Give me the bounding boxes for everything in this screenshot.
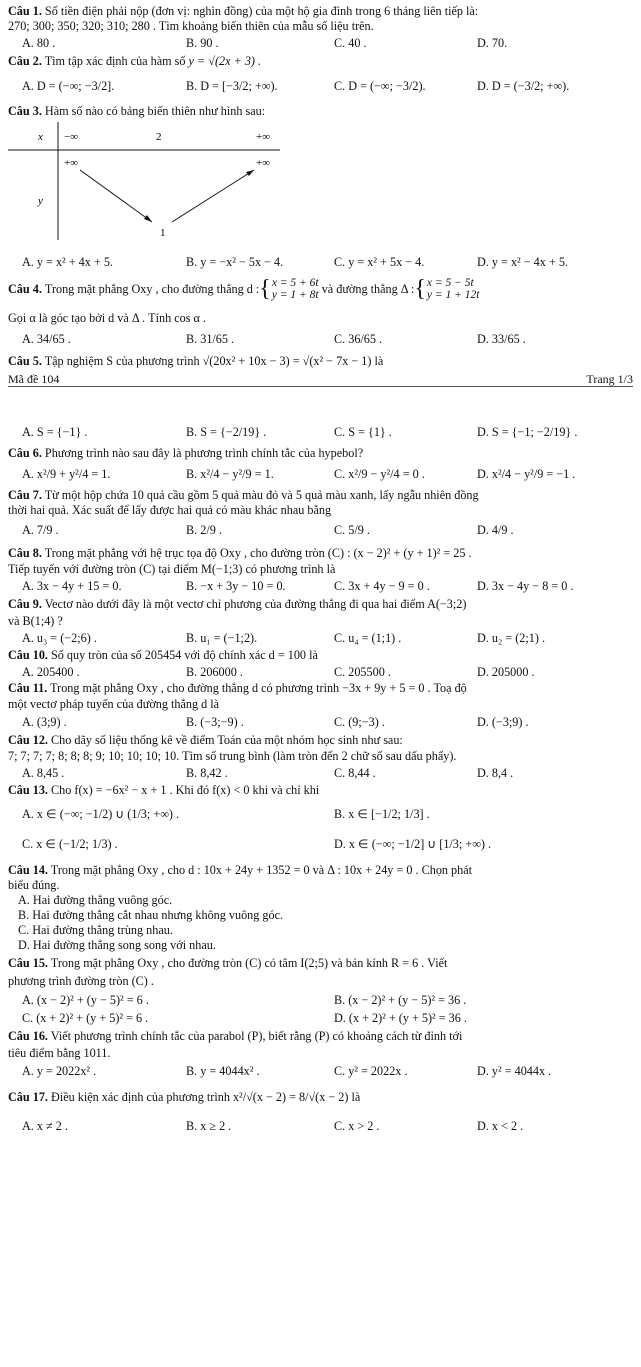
q6-option-c[interactable]: C. x²/9 − y²/4 = 0 .: [334, 467, 425, 481]
question-13: [8, 783, 633, 798]
table-y-min: 1: [160, 227, 166, 239]
question-2-function: y = √(2x + 3) .: [188, 54, 262, 68]
question-13-options-row-1: [8, 806, 633, 824]
table-y-right: +∞: [256, 157, 271, 169]
question-17-label: Câu 17.: [8, 1090, 48, 1104]
q11-option-a[interactable]: A. (3;9) .: [22, 715, 67, 729]
question-14-label: Câu 14.: [8, 863, 48, 877]
q8-option-b[interactable]: B. −x + 3y − 10 = 0.: [186, 579, 286, 593]
question-9-text-2: và B(1;4) ?: [8, 614, 63, 628]
question-11-options: [8, 714, 633, 732]
question-17-options: [8, 1118, 633, 1136]
question-10: [8, 648, 633, 663]
q7-option-a[interactable]: A. 7/9 .: [22, 523, 59, 537]
q16-option-a[interactable]: A. y = 2022x² .: [22, 1064, 97, 1078]
question-11: [8, 681, 633, 696]
q17-option-c[interactable]: C. x > 2 .: [334, 1119, 380, 1133]
q8-option-d[interactable]: D. 3x − 4y − 8 = 0 .: [477, 579, 574, 593]
question-14-text: Trong mặt phẳng Oxy , cho d : 10x + 24y + 1352 = 0 và Δ : 10x + 24y = 0 . Chọn phát: [50, 863, 473, 877]
q5-option-a[interactable]: A. S = {−1} .: [22, 425, 88, 439]
q5-option-d[interactable]: D. S = {−1; −2/19} .: [477, 425, 578, 439]
question-11-label: Câu 11.: [8, 681, 48, 695]
q14-option-c[interactable]: C. Hai đường thẳng trùng nhau.: [18, 923, 173, 937]
question-1-options: [8, 35, 633, 53]
q12-option-c[interactable]: C. 8,44 .: [334, 766, 376, 780]
question-10-options: [8, 664, 633, 682]
question-1-label: Câu 1.: [8, 4, 42, 18]
q4-option-b[interactable]: B. 31/65 .: [186, 332, 235, 346]
q12-option-a[interactable]: A. 8,45 .: [22, 766, 65, 780]
q2-option-a[interactable]: A. D = (−∞; −3/2].: [22, 79, 115, 93]
q3-option-c[interactable]: C. y = x² + 5x − 4.: [334, 255, 425, 269]
question-8-text-2: Tiếp tuyến với đường tròn (C) tại điểm M(−1;3) có phương trình là: [8, 562, 336, 576]
question-8-text: Trong mặt phẳng với hệ trục tọa độ Oxy , cho đường tròn (C) : (x − 2)² + (y + 1)² = 25 .: [44, 546, 472, 560]
exam-code: Mã đề 104: [8, 372, 60, 386]
q10-option-c[interactable]: C. 205500 .: [334, 665, 391, 679]
q2-option-b[interactable]: B. D = [−3/2; +∞).: [186, 79, 278, 93]
question-1-text-2: 270; 300; 350; 320; 310; 280 . Tìm khoảng biến thiên của mẫu số liệu trên.: [8, 19, 374, 33]
question-16-options: [8, 1063, 633, 1081]
q13-option-a[interactable]: A. x ∈ (−∞; −1/2) ∪ (1/3; +∞) .: [22, 807, 180, 821]
question-9-options: [8, 630, 633, 648]
q3-option-b[interactable]: B. y = −x² − 5x − 4.: [186, 255, 284, 269]
q4-option-c[interactable]: C. 36/65 .: [334, 332, 383, 346]
question-16-label: Câu 16.: [8, 1029, 48, 1043]
q10-option-b[interactable]: B. 206000 .: [186, 665, 243, 679]
line-d-system: { x = 5 + 6t y = 1 + 8t: [259, 276, 319, 302]
table-y-left: +∞: [64, 157, 79, 169]
q10-option-d[interactable]: D. 205000 .: [477, 665, 535, 679]
question-12: [8, 733, 633, 748]
q9-option-b[interactable]: B. u₁ = (−1;2).: [186, 631, 258, 645]
q1-option-a[interactable]: A. 80 .: [22, 36, 56, 50]
table-x-2: 2: [156, 131, 162, 143]
question-13-label: Câu 13.: [8, 783, 48, 797]
question-6-options: [8, 466, 633, 484]
q9-option-c[interactable]: C. u₄ = (1;1) .: [334, 631, 402, 645]
q3-option-a[interactable]: A. y = x² + 4x + 5.: [22, 255, 113, 269]
question-9: [8, 597, 633, 612]
question-12-label: Câu 12.: [8, 733, 48, 747]
line-d-y: y = 1 + 8t: [271, 289, 319, 301]
question-5-options: [8, 424, 633, 442]
question-4: [8, 272, 633, 306]
q1-option-b[interactable]: B. 90 .: [186, 36, 219, 50]
question-5: [8, 354, 633, 369]
question-2: [8, 54, 633, 69]
question-5-label: Câu 5.: [8, 354, 42, 368]
question-1-text: Số tiền điện phải nộp (đơn vị: nghìn đồng) của một hộ gia đình trong 6 tháng liên tiếp là:: [44, 4, 479, 18]
question-16: [8, 1029, 633, 1044]
question-10-text: Số quy tròn của số 205454 với độ chính xác d = 100 là: [51, 648, 318, 662]
question-11-text-2: một vectơ pháp tuyến của đường thẳng d là: [8, 697, 220, 711]
question-7-label: Câu 7.: [8, 488, 42, 502]
q15-option-c[interactable]: C. (x + 2)² + (y + 5)² = 6 .: [22, 1011, 149, 1025]
q1-option-d[interactable]: D. 70.: [477, 36, 508, 50]
q15-option-d[interactable]: D. (x + 2)² + (y + 5)² = 36 .: [334, 1011, 467, 1025]
q4-option-d[interactable]: D. 33/65 .: [477, 332, 526, 346]
q16-option-b[interactable]: B. y = 4044x² .: [186, 1064, 260, 1078]
question-11-text: Trong mặt phẳng Oxy , cho đường thẳng d có phương trình −3x + 9y + 5 = 0 . Toạ độ: [50, 681, 467, 695]
q5-option-b[interactable]: B. S = {−2/19} .: [186, 425, 267, 439]
variation-table: [8, 122, 280, 240]
line-delta-y: y = 1 + 12t: [426, 289, 480, 301]
q6-option-d[interactable]: D. x²/4 − y²/9 = −1 .: [477, 467, 576, 481]
question-2-text: Tìm tập xác định của hàm số: [44, 54, 186, 68]
q12-option-b[interactable]: B. 8,42 .: [186, 766, 228, 780]
line-d-x: x = 5 + 6t: [271, 277, 319, 289]
table-x-label: x: [38, 131, 43, 143]
question-15-label: Câu 15.: [8, 956, 48, 970]
q14-option-b[interactable]: B. Hai đường thẳng cắt nhau nhưng không vuông góc.: [18, 908, 284, 922]
q16-option-c[interactable]: C. y² = 2022x .: [334, 1064, 408, 1078]
q14-option-d[interactable]: D. Hai đường thẳng song song với nhau.: [18, 938, 216, 952]
question-14-text-2: biểu đúng.: [8, 878, 60, 892]
q17-option-b[interactable]: B. x ≥ 2 .: [186, 1119, 232, 1133]
q7-option-b[interactable]: B. 2/9 .: [186, 523, 222, 537]
question-8: [8, 546, 633, 561]
question-15-text-2: phương trình đường tròn (C) .: [8, 974, 154, 988]
q7-option-c[interactable]: C. 5/9 .: [334, 523, 370, 537]
question-8-options: [8, 578, 633, 596]
q9-option-a[interactable]: A. u₃ = (−2;6) .: [22, 631, 97, 645]
question-12-text-2: 7; 7; 7; 7; 8; 8; 8; 9; 10; 10; 10; 10. Tìm số trung bình (làm tròn đến 2 chữ số sau dấu phẩy).: [8, 749, 457, 763]
q3-option-d[interactable]: D. y = x² − 4x + 5.: [477, 255, 568, 269]
q12-option-d[interactable]: D. 8,4 .: [477, 766, 514, 780]
q13-option-d[interactable]: D. x ∈ (−∞; −1/2] ∪ [1/3; +∞) .: [334, 837, 492, 851]
line-delta-x: x = 5 − 5t: [426, 277, 474, 289]
question-2-label: Câu 2.: [8, 54, 42, 68]
decreasing-arrow: [80, 170, 152, 222]
q9-option-d[interactable]: D. u₂ = (2;1) .: [477, 631, 545, 645]
q6-option-b[interactable]: B. x²/4 − y²/9 = 1.: [186, 467, 274, 481]
question-15-text: Trong mặt phẳng Oxy , cho đường tròn (C) có tâm I(2;5) và bán kính R = 6 . Viết: [50, 956, 448, 970]
question-4-label: Câu 4.: [8, 281, 42, 296]
question-6-text: Phương trình nào sau đây là phương trình chính tắc của hypebol?: [44, 446, 364, 460]
page-number: Trang 1/3: [586, 372, 633, 386]
q5-option-c[interactable]: C. S = {1} .: [334, 425, 392, 439]
question-16-text: Viết phương trình chính tắc của parabol (P), biết rằng (P) có khoảng cách từ đỉnh tới: [50, 1029, 463, 1043]
question-13-text: Cho f(x) = −6x² − x + 1 . Khi đó f(x) < 0 khi và chỉ khi: [51, 783, 320, 797]
question-16-text-2: tiêu điểm bằng 1011.: [8, 1046, 111, 1060]
q17-option-a[interactable]: A. x ≠ 2 .: [22, 1119, 68, 1133]
q11-option-c[interactable]: C. (9;−3) .: [334, 715, 385, 729]
question-9-text: Vectơ nào dưới đây là một vectơ chỉ phương của đường thẳng đi qua hai điểm A(−3;2): [44, 597, 467, 611]
question-7-options: [8, 522, 633, 540]
q13-option-c[interactable]: C. x ∈ (−1/2; 1/3) .: [22, 837, 118, 851]
q13-option-b[interactable]: B. x ∈ [−1/2; 1/3] .: [334, 807, 430, 821]
question-9-label: Câu 9.: [8, 597, 42, 611]
question-1: [8, 4, 633, 19]
question-15-options-row-1: [8, 992, 633, 1010]
question-12-options: [8, 765, 633, 783]
question-15-options-row-2: [8, 1010, 633, 1028]
question-7-text: Từ một hộp chứa 10 quả cầu gồm 5 quả màu đỏ và 5 quả màu xanh, lấy ngẫu nhiên đồng: [44, 488, 479, 502]
question-15: [8, 956, 633, 971]
increasing-arrow: [172, 170, 254, 222]
question-10-label: Câu 10.: [8, 648, 48, 662]
q2-option-c[interactable]: C. D = (−∞; −3/2).: [334, 79, 426, 93]
question-4-options: [8, 331, 633, 349]
table-y-label: y: [38, 195, 43, 207]
increasing-arrow-head: [246, 170, 254, 176]
q1-option-c[interactable]: C. 40 .: [334, 36, 367, 50]
q7-option-d[interactable]: D. 4/9 .: [477, 523, 514, 537]
decreasing-arrow-head: [144, 215, 152, 222]
q14-option-a[interactable]: A. Hai đường thẳng vuông góc.: [18, 893, 173, 907]
question-7: [8, 488, 633, 503]
q15-option-a[interactable]: A. (x − 2)² + (y − 5)² = 6 .: [22, 993, 149, 1007]
question-14: [8, 863, 633, 878]
q16-option-d[interactable]: D. y² = 4044x .: [477, 1064, 552, 1078]
question-8-label: Câu 8.: [8, 546, 42, 560]
table-x-pos-inf: +∞: [256, 131, 271, 143]
question-13-options-row-2: [8, 836, 633, 854]
question-3: [8, 104, 633, 119]
question-4-text-3: Gọi α là góc tạo bởi d và Δ . Tính cos α .: [8, 311, 206, 325]
question-3-options: [8, 254, 633, 272]
q4-option-a[interactable]: A. 34/65 .: [22, 332, 71, 346]
question-4-text-2: và đường thẳng Δ :: [321, 281, 415, 296]
q11-option-d[interactable]: D. (−3;9) .: [477, 715, 529, 729]
q10-option-a[interactable]: A. 205400 .: [22, 665, 80, 679]
question-4-text: Trong mặt phẳng Oxy , cho đường thẳng d :: [44, 281, 260, 296]
page-footer: [8, 372, 633, 387]
question-5-text: Tập nghiệm S của phương trình √(20x² + 10x − 3) = √(x² − 7x − 1) là: [44, 354, 384, 368]
q2-option-d[interactable]: D. D = (−3/2; +∞).: [477, 79, 570, 93]
question-6: [8, 446, 633, 461]
q11-option-b[interactable]: B. (−3;−9) .: [186, 715, 244, 729]
question-17: [8, 1090, 633, 1105]
question-3-text: Hàm số nào có bảng biến thiên như hình sau:: [44, 104, 266, 118]
question-17-text: Điều kiện xác định của phương trình x²/√(x − 2) = 8/√(x − 2) là: [51, 1090, 361, 1104]
question-6-label: Câu 6.: [8, 446, 42, 460]
q15-option-b[interactable]: B. (x − 2)² + (y − 5)² = 36 .: [334, 993, 467, 1007]
q6-option-a[interactable]: A. x²/9 + y²/4 = 1.: [22, 467, 111, 481]
q8-option-a[interactable]: A. 3x − 4y + 15 = 0.: [22, 579, 122, 593]
q17-option-d[interactable]: D. x < 2 .: [477, 1119, 524, 1133]
line-delta-system: { x = 5 − 5t y = 1 + 12t: [414, 276, 480, 302]
question-2-options: [8, 78, 633, 96]
table-x-neg-inf: −∞: [64, 131, 79, 143]
question-7-text-2: thời hai quả. Xác suất để lấy được hai quả có màu khác nhau bằng: [8, 503, 332, 517]
question-12-text: Cho dãy số liệu thống kê về điểm Toán của một nhóm học sinh như sau:: [51, 733, 403, 747]
q8-option-c[interactable]: C. 3x + 4y − 9 = 0 .: [334, 579, 430, 593]
question-3-label: Câu 3.: [8, 104, 42, 118]
